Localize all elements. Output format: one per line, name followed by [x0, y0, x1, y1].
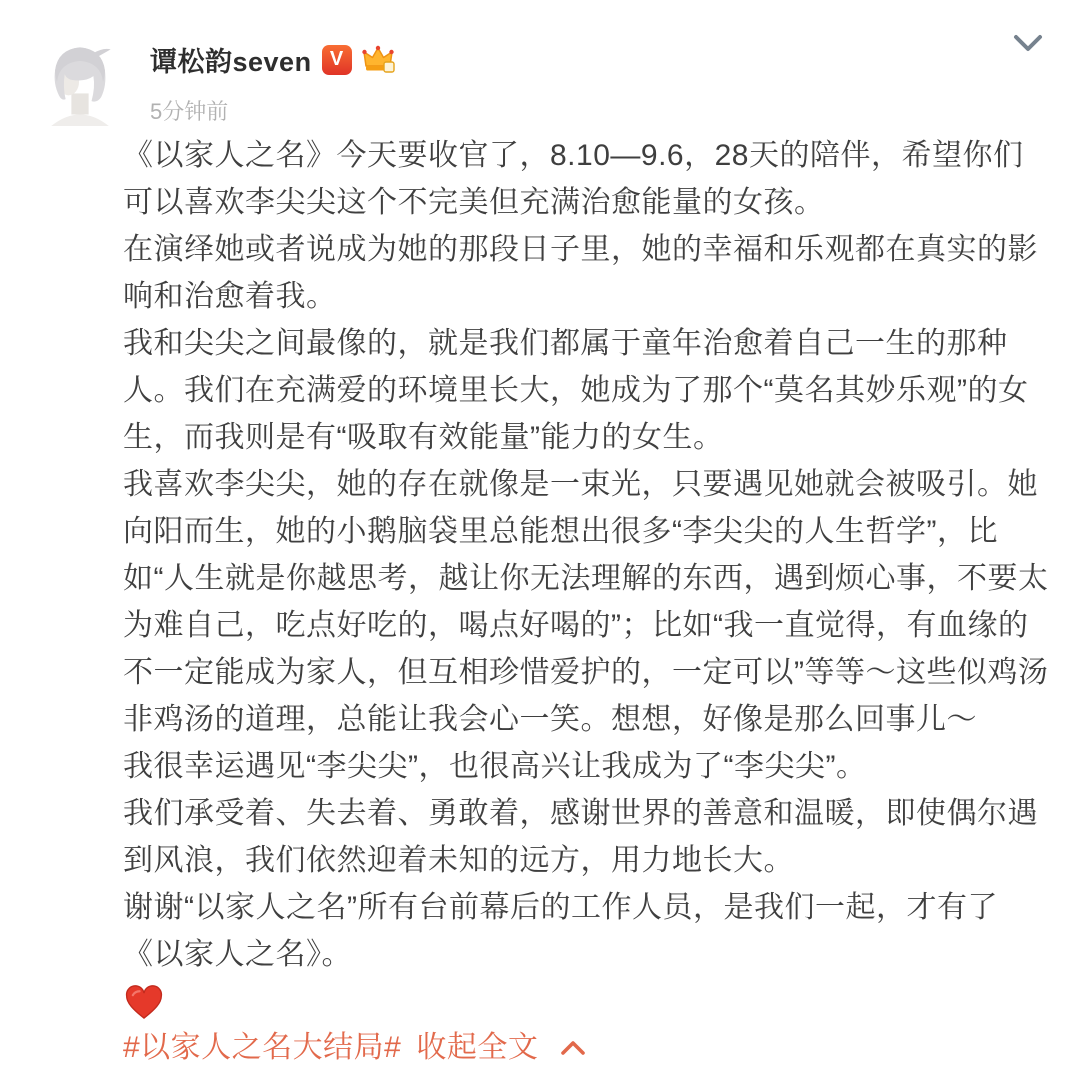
- post-timestamp: 5分钟前: [150, 99, 229, 124]
- heart-emoji-row: [125, 983, 1050, 1023]
- avatar[interactable]: [34, 34, 126, 126]
- chevron-down-icon[interactable]: [1006, 28, 1050, 64]
- post-paragraph: 我们承受着、失去着、勇敢着，感谢世界的善意和温暖，即使偶尔遇到风浪，我们依然迎着未知的远方，用力地长大。: [123, 797, 1038, 877]
- red-heart-icon: [125, 986, 163, 1020]
- name-row: [150, 40, 1006, 79]
- hashtag-link[interactable]: #以家人之名大结局#: [123, 1031, 402, 1064]
- post-paragraph: 我喜欢李尖尖，她的存在就像是一束光，只要遇见她就会被吸引。她向阳而生，她的小鹅脑袋里总能想出很多“李尖尖的人生哲学”，比如“人生就是你越思考，越让你无法理解的东西，遇到烦心事，不要太为难自己，吃点好吃的，喝点好喝的”；比如“我一直觉得，有血缘的不一定能成为家人，但互相珍惜爱护的，一定可以”等等～这些似鸡汤非鸡汤的道理，总能让我会心一笑。想想，好像是那么回事儿～: [123, 468, 1049, 736]
- header-text: [150, 34, 1006, 126]
- post-paragraph: 谢谢“以家人之名”所有台前幕后的工作人员，是我们一起，才有了《以家人之名》。: [123, 891, 998, 971]
- post-paragraph: 我和尖尖之间最像的，就是我们都属于童年治愈着自己一生的那种人。我们在充满爱的环境里长大，她成为了那个“莫名其妙乐观”的女生，而我则是有“吸取有效能量”能力的女生。: [123, 327, 1029, 454]
- vip-crown-icon: [362, 45, 395, 75]
- collapse-full-text-link[interactable]: 收起全文: [416, 1031, 539, 1064]
- post-header: [0, 0, 1080, 126]
- username[interactable]: 谭松韵seven: [150, 47, 312, 77]
- post-paragraph: 《以家人之名》今天要收官了，8.10—9.6，28天的陪伴，希望你们可以喜欢李尖尖这个不完美但充满治愈能量的女孩。: [123, 139, 1024, 219]
- post-content: [123, 132, 1050, 1070]
- post-paragraph: 我很幸运遇见“李尖尖”，也很高兴让我成为了“李尖尖”。: [123, 750, 867, 783]
- footer-link-row: [123, 1026, 1050, 1070]
- post-paragraph: 在演绎她或者说成为她的那段日子里，她的幸福和乐观都在真实的影响和治愈着我。: [123, 233, 1038, 313]
- avatar-illustration: [34, 34, 126, 126]
- chevron-up-icon[interactable]: [560, 1040, 586, 1056]
- verified-v-icon: V: [322, 45, 352, 75]
